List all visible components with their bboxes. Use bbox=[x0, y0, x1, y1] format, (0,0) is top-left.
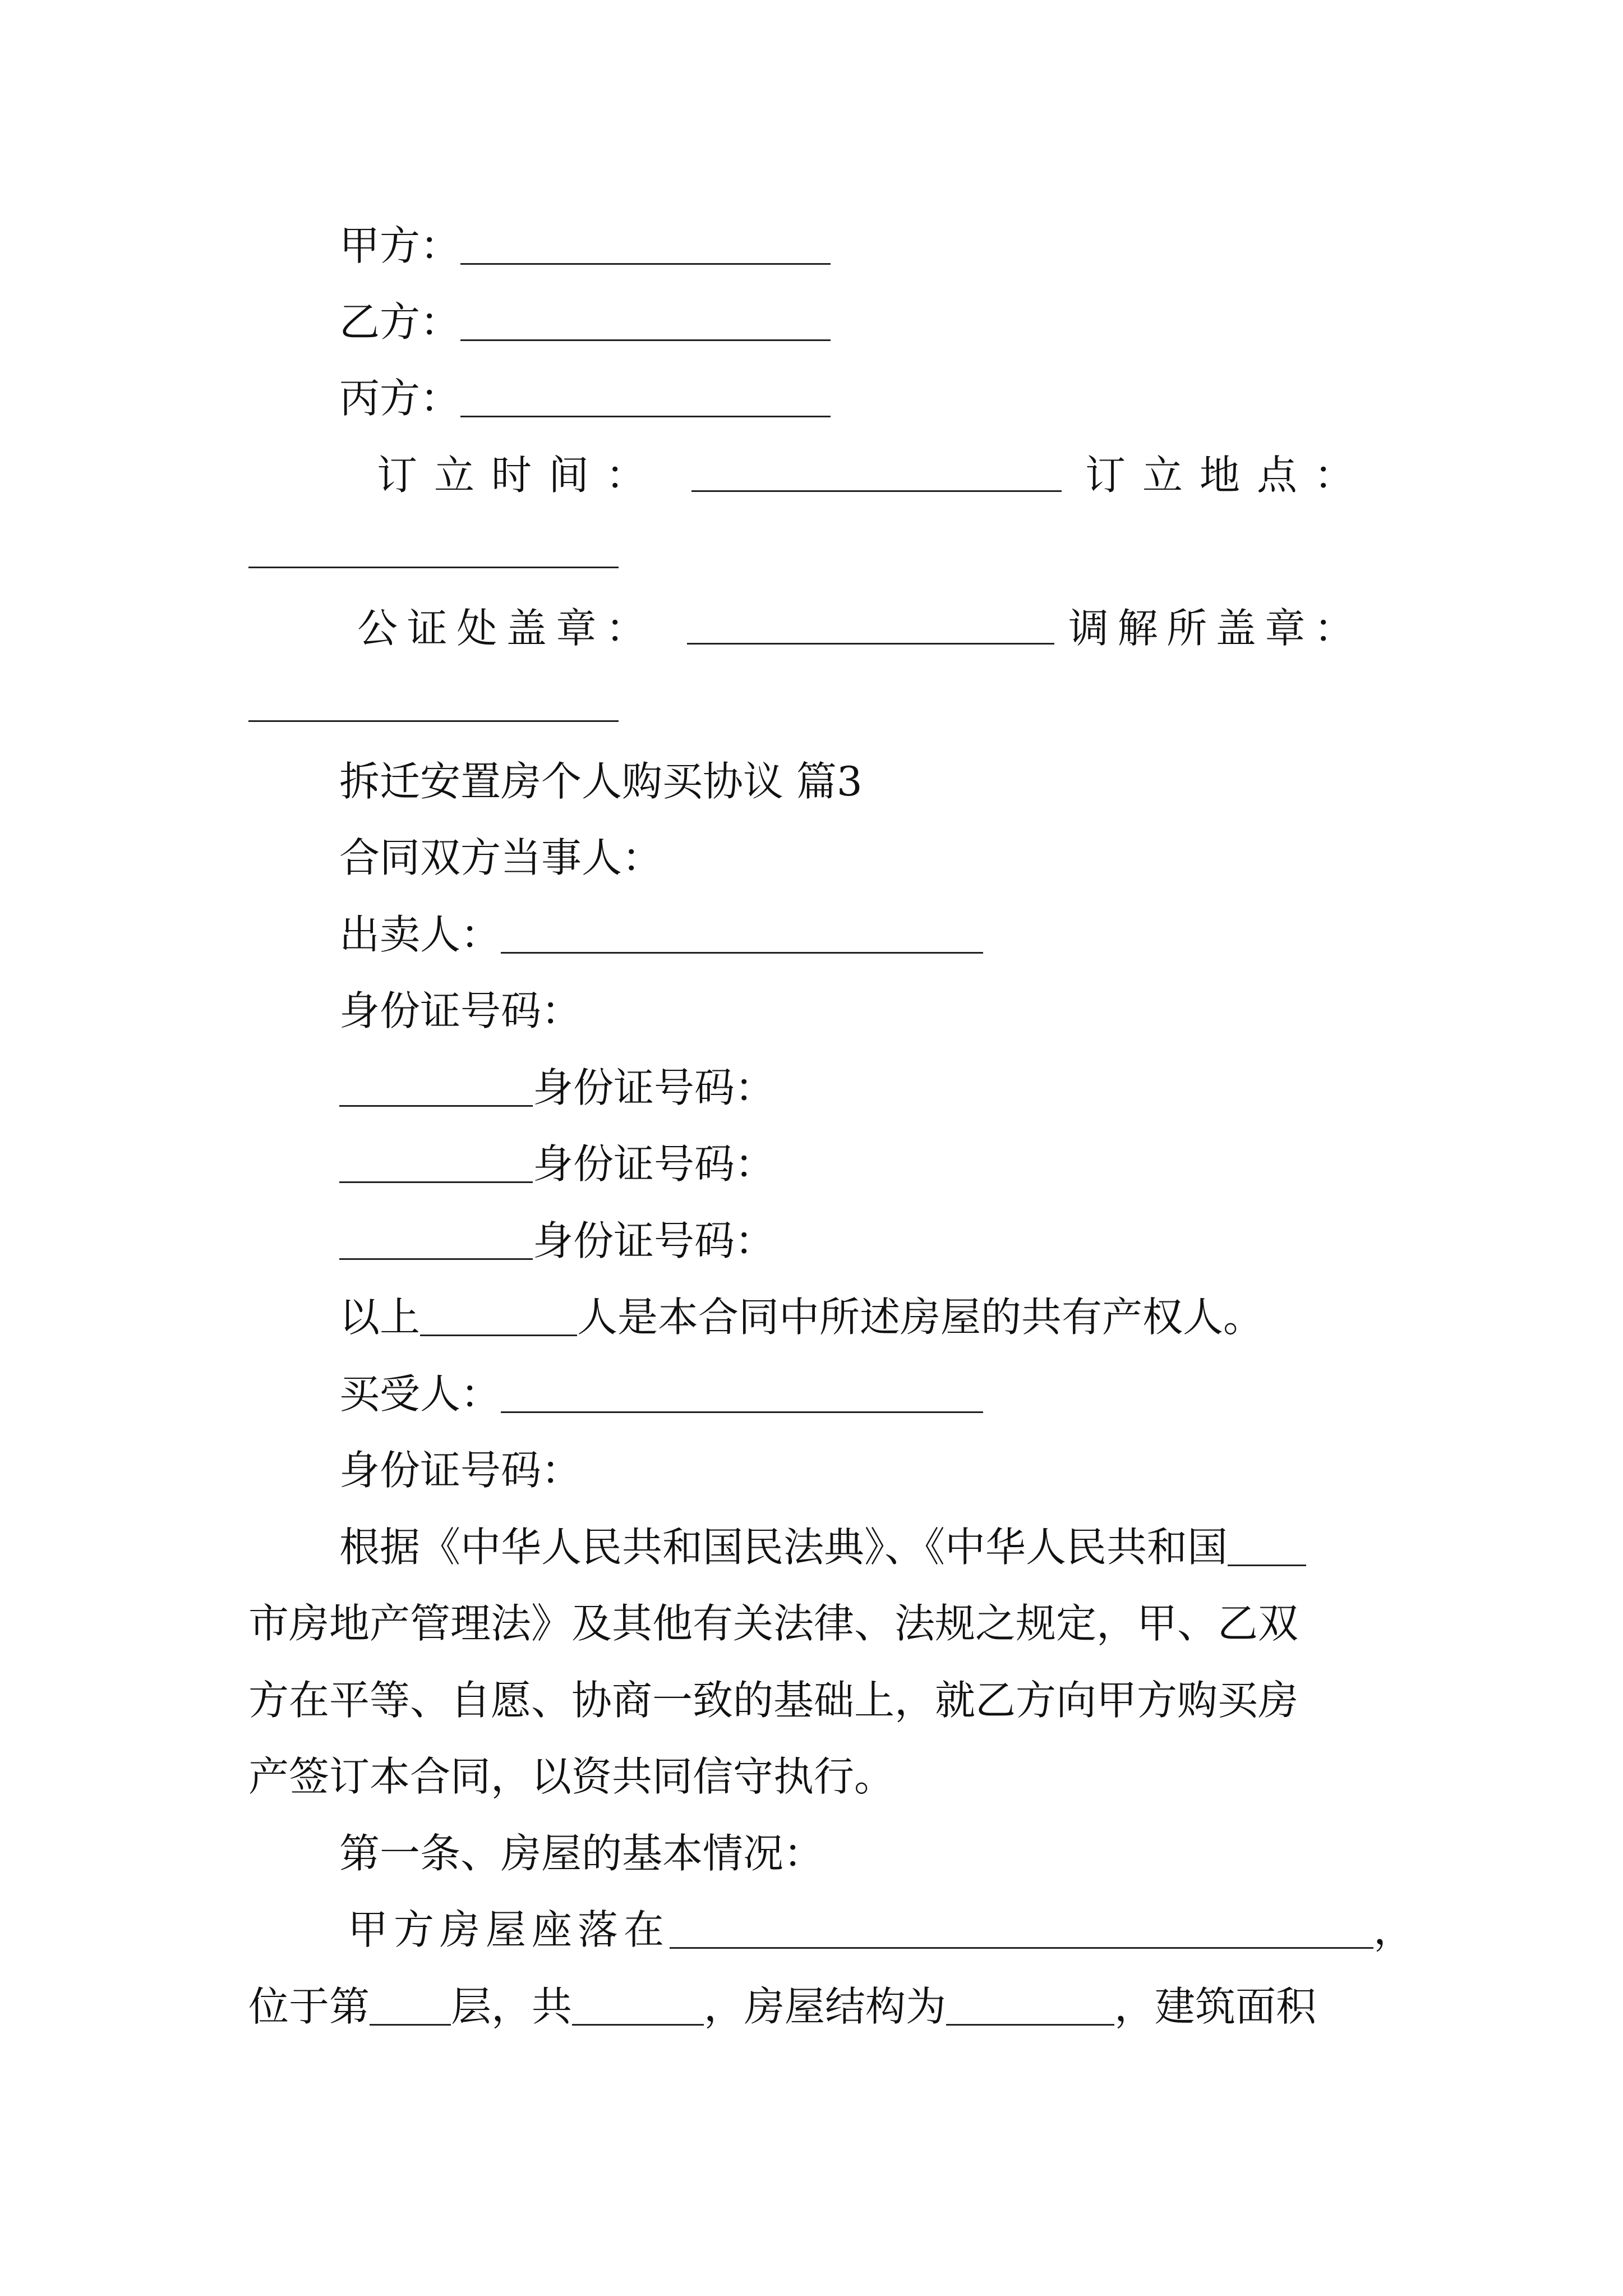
co-owner-id-line-1 bbox=[339, 1060, 775, 1116]
seller-blank bbox=[501, 921, 983, 954]
co-owner-summary-line bbox=[339, 1289, 1264, 1345]
signing-place-char: 点 bbox=[1256, 452, 1297, 499]
co-owner-suffix: 人是本合同中所述房屋的共有产权人。 bbox=[577, 1294, 1264, 1341]
basis-line-1 bbox=[339, 1519, 1306, 1575]
basis-text: 产签订本合同，以资共同信守执行。 bbox=[248, 1753, 895, 1800]
party-a-line bbox=[339, 218, 831, 274]
signing-place-label bbox=[1085, 447, 1354, 503]
basis-text: 市房地产管理法》及其他有关法律、法规之规定，甲、乙双 bbox=[248, 1600, 1299, 1647]
location-label: 甲方房屋座落在 bbox=[348, 1906, 670, 1953]
basis-text: 方在平等、自愿、协商一致的基础上，就乙方向甲方购买房 bbox=[248, 1677, 1299, 1724]
floor-prefix: 位于第 bbox=[248, 1983, 370, 2030]
location-suffix: ， bbox=[1373, 1906, 1414, 1953]
mediation-char: ： bbox=[1313, 605, 1354, 652]
signing-time-char: 间 bbox=[548, 452, 589, 499]
signing-time-char: 订 bbox=[377, 452, 418, 499]
notary-char: 盖 bbox=[506, 605, 547, 652]
mediation-seal-blank bbox=[248, 718, 619, 722]
co-owner-prefix: 以上 bbox=[339, 1294, 421, 1341]
party-c-label: 丙方： bbox=[339, 375, 461, 422]
floor-line bbox=[248, 1978, 1316, 2035]
mediation-char: 盖 bbox=[1215, 605, 1256, 652]
buyer-id-label: 身份证号码： bbox=[339, 1447, 582, 1494]
party-b-blank bbox=[460, 308, 831, 341]
signing-place-char: ： bbox=[1313, 452, 1354, 499]
parties-heading bbox=[339, 830, 662, 886]
signing-place-char: 订 bbox=[1085, 452, 1126, 499]
notary-char: 处 bbox=[457, 605, 497, 652]
mediation-char: 调 bbox=[1068, 605, 1109, 652]
structure-blank bbox=[946, 1993, 1114, 2026]
notary-char: 证 bbox=[407, 605, 448, 652]
floor-number-blank bbox=[370, 1993, 451, 2026]
structure-label: ，房屋结构为 bbox=[704, 1983, 947, 2030]
co-owner-count-blank bbox=[420, 1303, 577, 1336]
notary-seal-label bbox=[357, 600, 646, 656]
seller-id-label: 身份证号码： bbox=[339, 987, 582, 1034]
signing-place-char: 立 bbox=[1142, 452, 1183, 499]
article-1-title bbox=[339, 1825, 824, 1881]
location-blank bbox=[670, 1916, 1373, 1949]
buyer-blank bbox=[501, 1380, 983, 1413]
seller-line bbox=[339, 907, 983, 963]
co-owner-id-line-2 bbox=[339, 1136, 775, 1192]
buyer-label: 买受人： bbox=[339, 1370, 501, 1418]
signing-time-char: 时 bbox=[491, 452, 532, 499]
basis-text: 根据《中华人民共和国民法典》、《中华人民共和国 bbox=[339, 1524, 1228, 1571]
city-blank bbox=[1228, 1533, 1306, 1566]
party-a-label: 甲方： bbox=[339, 222, 461, 269]
basis-line-4 bbox=[248, 1749, 895, 1805]
seller-id-line bbox=[339, 983, 582, 1039]
signing-place-blank bbox=[248, 564, 619, 568]
party-b-label: 乙方： bbox=[339, 298, 461, 346]
co-owner-name-blank bbox=[339, 1150, 533, 1183]
notary-char: ： bbox=[605, 605, 646, 652]
mediation-seal-label bbox=[1068, 600, 1354, 656]
party-a-blank bbox=[460, 232, 831, 265]
co-owner-id-label: 身份证号码： bbox=[533, 1064, 776, 1111]
signing-place-char: 地 bbox=[1199, 452, 1240, 499]
seller-label: 出卖人： bbox=[339, 911, 501, 958]
area-label: ，建筑面积 bbox=[1114, 1983, 1317, 2030]
party-c-blank bbox=[460, 384, 831, 417]
mediation-char: 解 bbox=[1117, 605, 1158, 652]
notary-char: 章 bbox=[556, 605, 597, 652]
signing-time-char: ： bbox=[605, 452, 646, 499]
co-owner-name-blank bbox=[339, 1074, 533, 1107]
location-line bbox=[348, 1902, 1414, 1958]
co-owner-name-blank bbox=[339, 1227, 533, 1260]
signing-time-char: 立 bbox=[434, 452, 474, 499]
section-title bbox=[339, 753, 863, 809]
floor-total-blank bbox=[572, 1993, 704, 2026]
basis-line-3 bbox=[248, 1672, 1298, 1728]
signing-time-label bbox=[377, 447, 646, 503]
floor-total-label: 层，共 bbox=[451, 1983, 573, 2030]
notary-seal-blank bbox=[687, 641, 1054, 645]
buyer-line bbox=[339, 1366, 983, 1422]
buyer-id-line bbox=[339, 1442, 582, 1498]
co-owner-id-label: 身份证号码： bbox=[533, 1140, 776, 1188]
mediation-char: 章 bbox=[1265, 605, 1306, 652]
signing-time-blank bbox=[691, 488, 1062, 492]
co-owner-id-line-3 bbox=[339, 1213, 775, 1269]
article-1-title-text: 第一条、房屋的基本情况： bbox=[339, 1830, 824, 1877]
section-title-text: 拆迁安置房个人购买协议 篇3 bbox=[339, 758, 863, 805]
party-b-line bbox=[339, 294, 831, 350]
notary-char: 公 bbox=[357, 605, 398, 652]
party-c-line bbox=[339, 370, 831, 426]
parties-heading-text: 合同双方当事人： bbox=[339, 834, 663, 881]
basis-line-2 bbox=[248, 1595, 1298, 1651]
co-owner-id-label: 身份证号码： bbox=[533, 1217, 776, 1264]
mediation-char: 所 bbox=[1166, 605, 1207, 652]
